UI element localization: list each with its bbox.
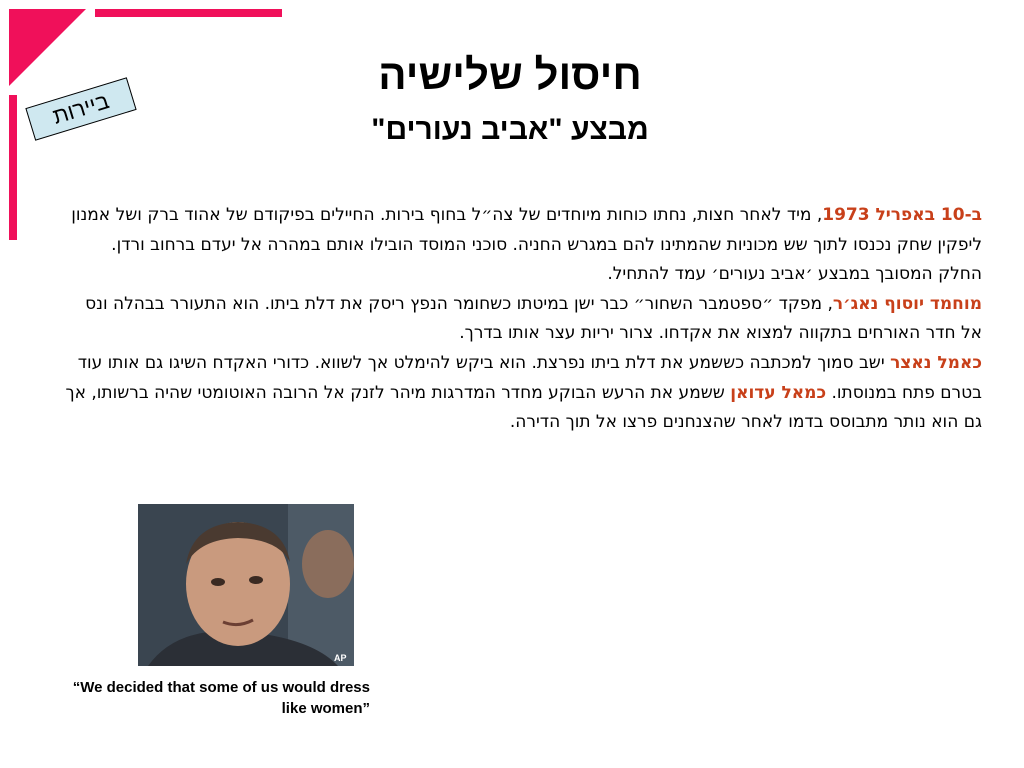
paragraph-3-text-b: ששמע את הרעש הבוקע מחדר המדרגות מיהר לזנק אל הרובה האוטומטי שהיה ברשותו, אך גם הוא נותר מתבוסס בדמו לאחר שהצנחנים פרצו אל תוך הדירה.	[65, 382, 982, 433]
paragraph-3	[62, 349, 982, 438]
paragraph-2	[62, 290, 982, 349]
photo-caption: “We decided that some of us would dress like women”	[72, 679, 370, 717]
name-highlight-najjar: מוחמד יוסוף נאג׳ר	[832, 293, 982, 314]
body-text	[62, 201, 982, 438]
location-tag	[25, 77, 136, 141]
paragraph-3-text-a: ישב סמוך למכתבה כששמע את דלת ביתו נפרצת. הוא ביקש להימלט אך לשווא. כדורי האקדח השיגו גם אותו עוד בטרם פתח במנוסתו.	[77, 352, 982, 403]
slide-subtitle: מבצע "אביב נעורים"	[371, 113, 649, 146]
portrait-photo	[138, 504, 354, 666]
name-highlight-nasser: כאמל נאצר	[890, 352, 982, 373]
left-accent-line	[9, 95, 17, 240]
corner-triangle-decoration	[9, 9, 86, 86]
paragraph-1-text: , מיד לאחר חצות, נחתו כוחות מיוחדים של צה״ל בחוף בירות. החיילים בפיקודם של אהוד ברק ושל אמנון ליפקין שחק נכנסו לתוך שש מכוניות שהמתינו להם במגרש החניה. סוכני המוסד הובילו אותם במהרה אל יעדם ברחוב ורדן. החלק המסובך במבצע ׳אביב נעורים׳ עמד להתחיל.	[71, 205, 982, 285]
paragraph-2-text: , מפקד ״ספטמבר השחור״ כבר ישן במיטתו כשחומר הנפץ ריסק את דלת ביתו. הוא התעורר בבהלה ונס אל חדר האורחים בתקווה למצוא את אקדחו. צרור יריות עצר אותו בדרך.	[85, 293, 982, 344]
top-accent-line	[95, 9, 282, 17]
location-tag-label: ביירות	[49, 88, 112, 129]
slide-title: חיסול שלישיה	[378, 51, 642, 98]
date-highlight: ב-10 באפריל 1973	[822, 205, 982, 225]
photo-watermark: AP	[334, 653, 347, 663]
paragraph-1	[62, 201, 982, 290]
portrait-illustration	[138, 504, 354, 666]
name-highlight-adwan: כמאל עדואן	[730, 382, 827, 403]
